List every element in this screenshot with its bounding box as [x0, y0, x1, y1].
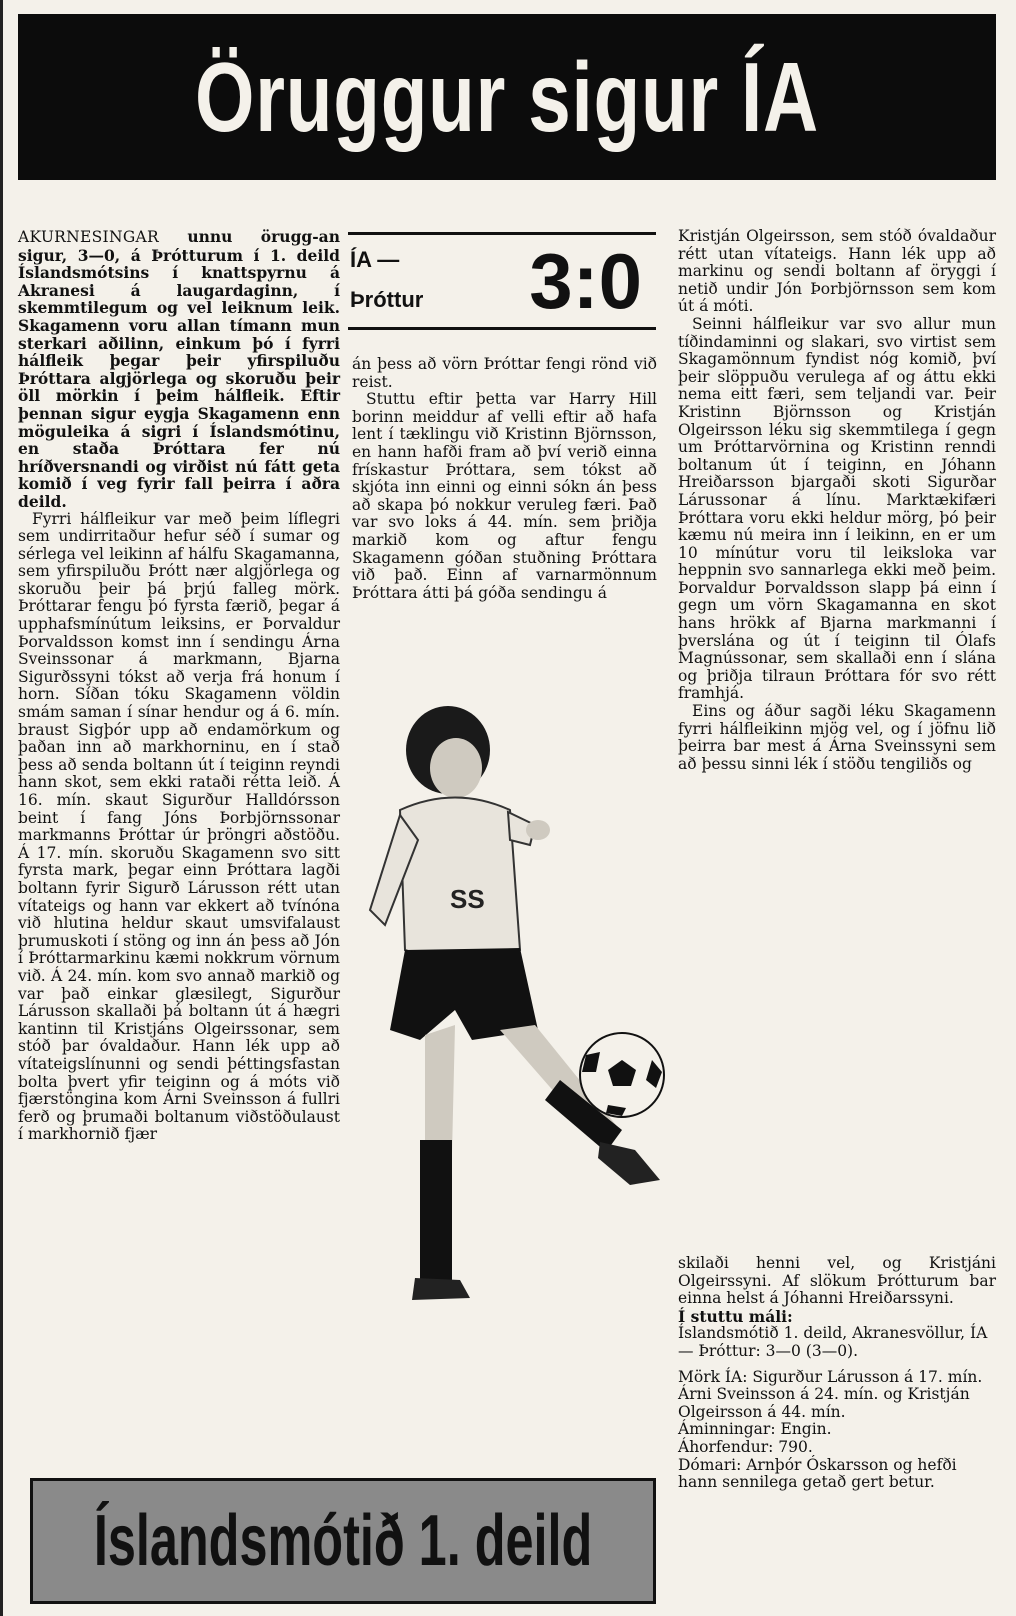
svg-text:SS: SS	[450, 884, 485, 914]
headline-banner	[18, 14, 996, 180]
facts-line: Íslandsmótið 1. deild, Akranesvöllur, ÍA — Þróttur: 3—0 (3—0).	[678, 1324, 988, 1360]
player-photo	[360, 680, 690, 1420]
match-facts	[678, 1308, 996, 1492]
paragraph: Kristján Olgeirsson, sem stóð óvaldaður rétt utan vítateigs. Hann lék upp að markinu og sendi boltann af öryggi í netið undir Jón Þorbjörnsson sem kom út á móti.	[678, 227, 996, 316]
home-team: ÍA —	[350, 247, 400, 272]
section-banner-text: Íslandsmótið 1. deild	[93, 1501, 593, 1581]
page-margin-rule	[0, 0, 3, 1616]
article-column-1	[18, 228, 340, 1144]
lead-caps: AKURNESINGAR	[18, 228, 159, 246]
paragraph: Seinni hálfleikur var svo allur mun tíðindaminni og slakari, svo virtist sem Skagamönnum fyndist nóg komið, því þeir slöppuðu verulega af og áttu ekki nema eitt færi, sem teljandi var. Þeir Kristinn Björnsson og Kristján Olgeirsson léku sig skemmtilega í gegn um Þróttarvörnina og Kristinn renndi boltanum út í teiginn, en Jóhann Hreiðarsson bjargaði skoti Sigurðar Lárussonar á línu. Marktækifæri Þróttara voru ekki heldur mörg, þó þeir kæmu nú meira inn í leikinn, en er um 10 mínútur voru til leiksloka var heppnin svo sannarlega ekki með þeim. Þorvaldur Þorvaldsson slapp þá einn í gegn um vörn Skagamanna en skot hans hrökk af Bjarna markmanni í þverslána og út í teiginn til Ólafs Magnússonar, sem skallaði enn í slána og þriðja tilraun Þróttara fór svo rétt framhjá.	[678, 314, 996, 703]
score-box	[348, 232, 656, 330]
facts-line: Áhorfendur: 790.	[678, 1437, 813, 1456]
article-column-3-continued	[678, 1255, 996, 1492]
facts-line: Mörk ÍA: Sigurður Lárusson á 17. mín. Árni Sveinsson á 24. mín. og Kristján Olgeirsson á 44. mín.	[678, 1367, 983, 1421]
paragraph: Stuttu eftir þetta var Harry Hill borinn meiddur af velli eftir að hafa lent í tæklingu við Kristinn Björnsson, en hann hafði fram að því verið einna frískastur Þróttara, sem tókst að skjóta inn einni og einni sókn án þess að skapa þó nokkur veruleg færi. Það var svo loks á 44. mín. sem þriðja markið kom og aftur fengu Skagamenn góðan stuðning Þróttara við það. Einn af varnarmönnum Þróttara átti þá góða sendingu á	[352, 390, 657, 602]
headline-text: Öruggur sigur ÍA	[195, 41, 819, 152]
paragraph: Fyrri hálfleikur var með þeim líflegri sem undirritaður hefur séð í sumar og sérlega vel leikinn af hálfu Skagamanna, sem yfirspiluðu Þrótt nær algjörlega og skoruðu þeir þá þrjú falleg mörk. Þróttarar fengu þó fyrsta færið, þegar á upphafsmínútum leiksins, er Þorvaldur Þorvaldsson komst inn í sendingu Árna Sveinssonar á markmann, Bjarna Sigurðssyni tókst að verja frá honum í horn. Síðan tóku Skagamenn völdin smám saman í sínar hendur og á 6. mín. braust Sigþór upp að endamörkum og þaðan inn að markhorninu, en í stað þess að senda boltann út í teiginn reyndi hann skot, sem ekki rataði rétta leið. Á 16. mín. skaut Sigurður Halldórsson beint í fang Jóns Þorbjörnssonar markmanns Þróttar úr þröngri aðstöðu. Á 17. mín. skoruðu Skagamenn svo sitt fyrsta mark, þegar einn Þróttara lagði boltann fyrir Sigurð Lárusson rétt utan vítateigs og hann var ekkert að tvínóna við hlutina heldur skaut umsvifalaust þrumuskoti í stöng og inn án þess að Jón í Þróttarmarkinu kæmi nokkrum vörnum við. Á 24. mín. kom svo annað markið og var það einkar glæsilegt, Sigurður Lárusson skallaði þá boltann út á hægri kantinn til Kristjáns Olgeirssonar, sem stóð þar óvaldaður. Hann lék upp að vítateigslínunni og sendi þéttingsfastan bolta þvert yfir teiginn og á móts við fjærstöngina kom Árni Sveinsson á fullri ferð og þrumaði boltanum viðstöðulaust í markhornið fjær	[18, 509, 340, 1144]
away-team: Þróttur	[350, 287, 424, 312]
facts-heading: Í stuttu máli:	[678, 1306, 793, 1326]
article-column-3	[678, 228, 996, 773]
lead-paragraph	[18, 228, 340, 511]
paragraph: skilaði henni vel, og Kristjáni Olgeirssyni. Af slökum Þrótturum bar einna helst á Jóhanni Hreiðarssyni.	[678, 1254, 996, 1308]
paragraph: án þess að vörn Þróttar fengi rönd við reist.	[352, 355, 657, 391]
final-score: 3:0	[529, 237, 642, 325]
article-column-2	[352, 356, 657, 602]
facts-line: Dómari: Arnþór Óskarsson og hefði hann sennilega getað gert betur.	[678, 1455, 957, 1492]
section-banner	[30, 1478, 656, 1604]
lead-text: unnu örugg-an sigur, 3—0, á Þrótturum í 1. deild Íslandsmótsins í knattspyrnu á Akranesi á laugardaginn, í skemmtilegum og vel leiknum leik. Skagamenn voru allan tímann mun sterkari aðilinn, einkum þó í fyrri hálfleik þegar þeir yfirspiluðu Þróttara algjörlega og skoruðu þeir öll mörkin í þeim hálfleik. Eftir þennan sigur eygja Skagamenn enn möguleika á sigri í Íslandsmótinu, en staða Þróttara fer nú hríðversnandi og virðist nú fátt geta komið í veg fyrir fall þeirra í aðra deild.	[18, 227, 340, 511]
facts-line: Áminningar: Engin.	[678, 1420, 832, 1439]
paragraph: Eins og áður sagði léku Skagamenn fyrri hálfleikinn mjög vel, og í jöfnu lið þeirra bar mest á Árna Sveinssyni sem að þessu sinni lék í stöðu tengiliðs og	[678, 702, 996, 773]
